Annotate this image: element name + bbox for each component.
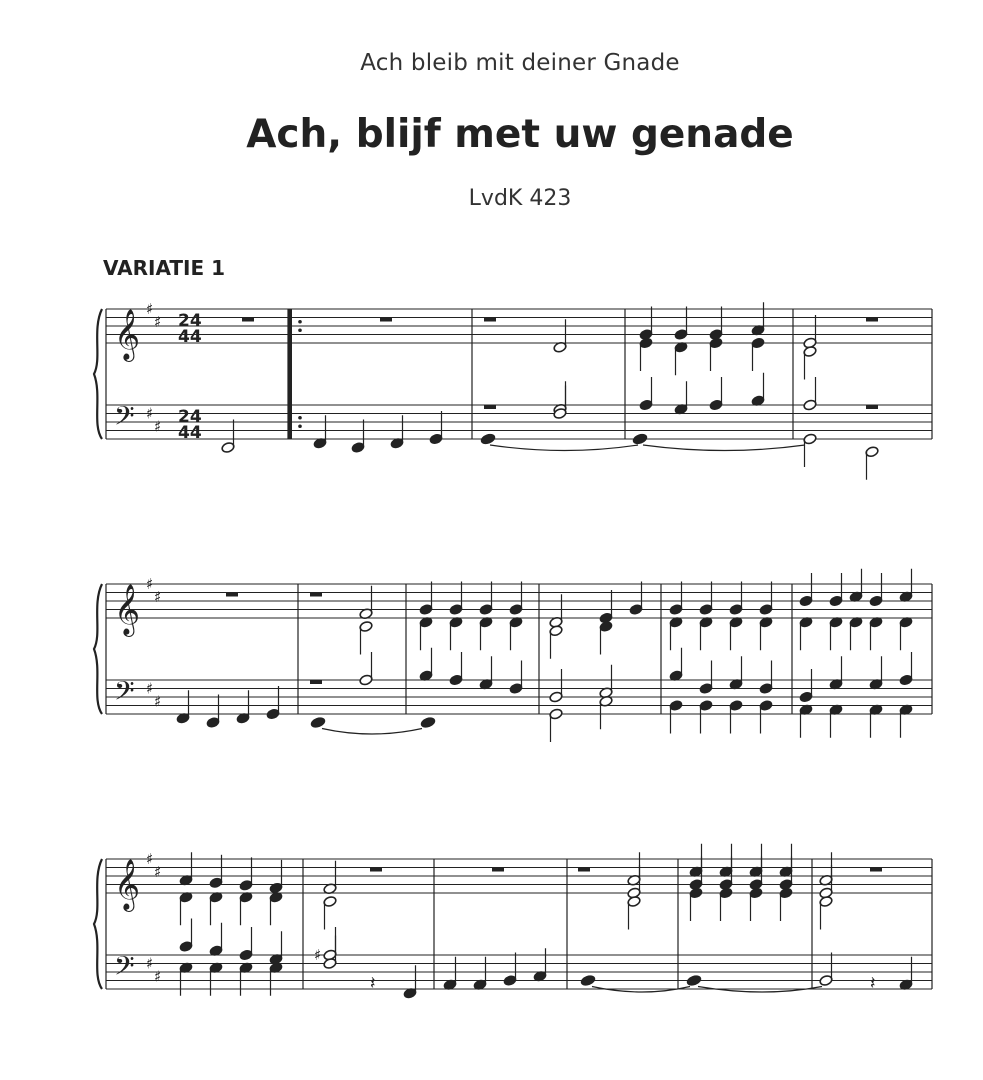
- note-head: [310, 716, 326, 729]
- brace-icon: [94, 309, 102, 439]
- time-signature: 24: [178, 311, 202, 331]
- rest: [492, 868, 504, 872]
- system-3: [94, 844, 932, 999]
- sharp-icon: ♯: [154, 312, 162, 331]
- tie: [643, 445, 805, 451]
- rest: [484, 405, 496, 409]
- sharp-icon: ♯: [146, 954, 154, 973]
- quarter-rest: 𝄽: [370, 973, 376, 994]
- sharp-icon: ♯: [146, 850, 154, 868]
- rest: [866, 405, 878, 409]
- sharp-icon: ♯: [154, 862, 162, 881]
- variation-label: VARIATIE 1: [103, 256, 225, 280]
- time-signature: 24: [178, 407, 202, 427]
- rest: [866, 318, 878, 322]
- quarter-rest: 𝄽: [870, 973, 876, 994]
- rest: [310, 593, 322, 597]
- brace-icon: [94, 584, 102, 714]
- note-head: [686, 974, 702, 987]
- treble-clef-icon: 𝄞: [114, 309, 141, 360]
- piece-title: Ach, blijf met uw genade: [246, 112, 794, 157]
- sharp-icon: ♯: [146, 404, 154, 423]
- note-head: [580, 974, 596, 987]
- treble-clef-icon: 𝄞: [114, 859, 141, 910]
- rest: [370, 868, 382, 872]
- note-head: [632, 433, 648, 446]
- catalog-number: LvdK 423: [468, 186, 572, 211]
- sharp-icon: ♯: [154, 967, 162, 986]
- rest: [242, 318, 254, 322]
- note-head: [420, 716, 436, 729]
- time-signature: 44: [178, 423, 202, 443]
- svg-text:♯: ♯: [314, 946, 322, 964]
- rest: [310, 680, 322, 684]
- system-1: [94, 300, 932, 480]
- system-2: [94, 569, 932, 742]
- sharp-icon: ♯: [146, 575, 154, 593]
- bass-clef-icon: 𝄢: [114, 675, 135, 713]
- treble-clef-icon: 𝄞: [114, 584, 141, 635]
- bass-clef-icon: 𝄢: [114, 400, 135, 438]
- sharp-icon: ♯: [154, 587, 162, 606]
- sharp-icon: ♯: [154, 417, 162, 436]
- piece-subtitle: Ach bleib mit deiner Gnade: [360, 50, 680, 76]
- rest: [380, 318, 392, 322]
- rest: [484, 318, 496, 322]
- note-head: [480, 433, 496, 446]
- bass-clef-icon: 𝄢: [114, 950, 135, 988]
- sharp-icon: ♯: [154, 692, 162, 711]
- time-signature: 44: [178, 327, 202, 347]
- tie: [490, 445, 638, 451]
- rest: [226, 593, 238, 597]
- rest: [870, 868, 882, 872]
- brace-icon: [94, 859, 102, 989]
- rest: [578, 868, 590, 872]
- sharp-icon: ♯: [146, 300, 154, 318]
- repeat-start-icon: [288, 309, 292, 439]
- sharp-icon: ♯: [146, 679, 154, 698]
